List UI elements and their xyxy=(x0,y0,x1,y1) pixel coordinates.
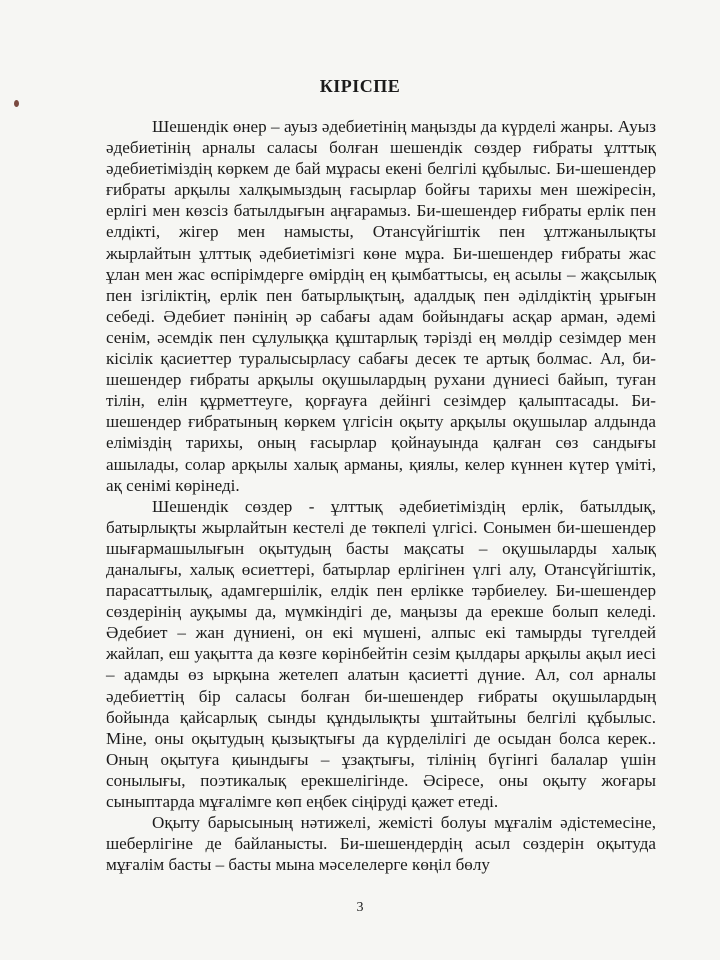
ink-speck xyxy=(14,100,19,107)
paragraph-1: Шешендік өнер – ауыз әдебиетінің маңызды да күрделі жанры. Ауыз әдебиетінің арналы саласы болған шешендік сөздер ғибраты ұлттық әдебиетіміздің көркем де бай мұрасы екені белгілі құбылыс. Би-шешендер ғибраты арқылы халқымыздың ғасырлар бойғы тарихы мен шежіресін, ерлігі мен көзсіз батылдығын аңғарамыз. Би-шешендер ғибраты ерлік пен елдікті, жігер мен намысты, Отансүйгіштік пен ұлтжанылықты жырлайтын ұлттық әдебиетімізгі көне мұра. Би-шешендер ғибраты жас ұлан мен жас өспірімдерге өмірдің ең қымбаттысы, ең асылы – жақсылық пен ізгіліктің, ерлік пен батырлықтың, адалдық пен әділдіктің ұрығын себеді. Әдебиет пәнінің әр сабағы адам бойындағы асқар арман, әдемі сенім, әсемдік пен сұлулыққа құштарлық тәрізді ең мөлдір сезімдер мен кісілік қасиеттер туралысырласу сабағы десек те артық болмас. Ал, би-шешендер ғибраты арқылы оқушылардың рухани дүниесі байып, туған тілін, елін құрметтеуге, қорғауға дейінгі сезімдер қалыптасады. Би-шешендер ғибратының көркем үлгісін оқыту арқылы оқушылар алдында еліміздің тарихы, оның ғасырлар қойнауында қалған сөз сандығы ашылады, солар арқылы халық арманы, қиялы, келер күннен күтер үміті, ақ сенімі көрінеді. xyxy=(106,117,656,495)
document-title: КІРІСПЕ xyxy=(319,76,401,96)
document-body xyxy=(106,116,656,875)
paragraph-2: Шешендік сөздер - ұлттық әдебиетіміздің ерлік, батылдық, батырлықты жырлайтын кестелі де төкпелі үлгісі. Сонымен би-шешендер шығармашылығын оқытудың басты мақсаты – оқушыларды халық даналығы, халық өсиеттері, батырлар ерлігінен үлгі алу, Отансүйгіштік, парасаттылық, адамгершілік, елдік пен ерлікке тәрбиелеу. Би-шешендер сөздерінің ауқымы да, мүмкіндігі де, маңызы да ерекше болып келеді. Әдебиет – жан дүниені, он екі мүшені, алпыс екі тамырды түгелдей жайлап, еш уақытта да көзге көрінбейтін сезім қылдары арқылы ақыл иесі – адамды өз ырқына жетелеп алатын қасиетті дүние. Ал, сол арналы әдебиеттің бір саласы болған би-шешендер ғибраты оқушылардың бойында қайсарлық сынды құндылықты ұштайтыны белгілі құбылыс. Міне, оны оқытудың қызықтығы да күрделілігі де осыдан болса керек.. Оның оқытуға қиындығы – ұзақтығы, тілінің бүгінгі балалар үшін сонылығы, поэтикалық ерекшелігінде. Әсіресе, оны оқыту жоғары сыныптарда мұғалімге көп еңбек сіңіруді қажет етеді. xyxy=(106,496,656,811)
page-number: 3 xyxy=(356,900,364,915)
paragraph-3: Оқыту барысының нәтижелі, жемісті болуы мұғалім әдістемесіне, шеберлігіне де байланысты. Би-шешендердің асыл сөздерін оқытуда мұғалім басты – басты мына мәселелерге көңіл бөлу xyxy=(106,813,656,875)
